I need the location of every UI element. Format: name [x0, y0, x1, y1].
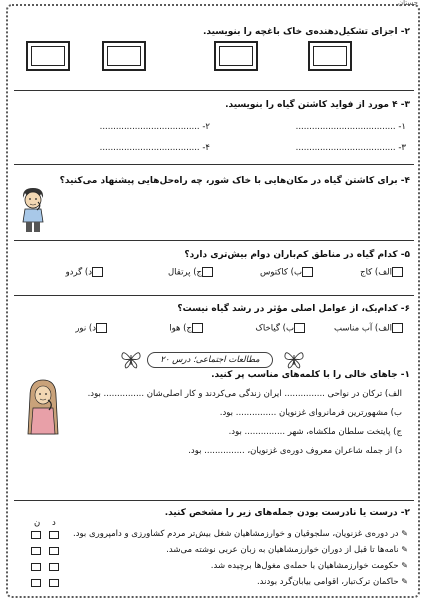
- divider: [14, 295, 414, 296]
- question-4-title: ۴- برای کاشتن گیاه در مکان‌هایی با خاک شور، چه راه‌حل‌هایی پیشنهاد می‌کنید؟: [59, 176, 410, 186]
- fill-blank-item: الف) ترکان در نواحی ............... ایران زندگی می‌کردند و کار اصلی‌شان ............... بود.: [87, 389, 402, 399]
- option-a[interactable]: [334, 323, 406, 334]
- pencil-icon: ✎: [401, 577, 408, 586]
- option-c[interactable]: [169, 323, 206, 334]
- option-d[interactable]: [75, 323, 110, 334]
- true-false-item: [211, 561, 408, 571]
- fill-blank-item: د) از جمله شاعران معروف دوره‌ی غزنویان، ............... بود.: [188, 446, 402, 456]
- blank-line-2: [100, 122, 210, 132]
- fill-blank-item: ج) پایتخت سلطان ملکشاه، شهر ............... بود.: [228, 427, 402, 437]
- checkbox[interactable]: [294, 323, 305, 333]
- blank-number: ۳-: [398, 143, 406, 153]
- blank-dots[interactable]: .....................................: [295, 122, 396, 132]
- checkbox[interactable]: [302, 267, 313, 277]
- false-box[interactable]: [31, 563, 41, 571]
- butterfly-icon: [120, 349, 142, 369]
- social-question-2-title: ۲- درست یا نادرست بودن جمله‌های زیر را مشخص کنید.: [164, 508, 410, 518]
- checkbox[interactable]: [392, 267, 403, 277]
- option-a[interactable]: [360, 267, 406, 278]
- divider: [14, 500, 414, 501]
- social-question-1-title: ۱- جاهای خالی را با کلمه‌های مناسب پر کنید.: [211, 370, 410, 380]
- blank-number: ۲-: [202, 122, 210, 132]
- false-box[interactable]: [31, 531, 41, 539]
- pencil-icon: ✎: [401, 561, 408, 570]
- true-box[interactable]: [49, 563, 59, 571]
- true-box[interactable]: [49, 579, 59, 587]
- blank-line-4: [100, 143, 210, 153]
- option-label: ب) کاکتوس: [259, 267, 302, 278]
- answer-frame-4: [308, 41, 352, 71]
- true-box[interactable]: [49, 531, 59, 539]
- pencil-icon: ✎: [401, 545, 408, 554]
- blank-number: ۴-: [202, 143, 210, 153]
- blank-line-1: [296, 122, 406, 132]
- checkbox[interactable]: [392, 323, 403, 333]
- false-box[interactable]: [31, 579, 41, 587]
- option-label: د) نور: [75, 323, 96, 334]
- blank-number: ۱-: [398, 122, 406, 132]
- answer-frame-3: [214, 41, 258, 71]
- column-false-label: ن: [34, 518, 41, 528]
- answer-frame-1: [26, 41, 70, 71]
- option-label: د) گردو: [65, 267, 92, 278]
- statement-text: نامه‌ها تا قبل از دوران خوارزمشاهیان به زبان عربی نوشته می‌شد.: [166, 545, 399, 555]
- statement-text: حکومت خوارزمشاهیان با حمله‌ی مغول‌ها برچیده شد.: [210, 561, 399, 571]
- question-5-title: ۵- کدام گیاه در مناطق کم‌باران دوام بیش‌تری دارد؟: [184, 250, 410, 260]
- option-c[interactable]: [168, 267, 216, 278]
- thinking-boy-illustration: [18, 186, 48, 234]
- option-label: الف) کاج: [360, 267, 392, 278]
- option-label: ب) گیاخاک: [255, 323, 294, 334]
- checkbox[interactable]: [192, 323, 203, 333]
- option-label: ج) پرتقال: [168, 267, 202, 278]
- true-false-item: [257, 577, 408, 587]
- true-box[interactable]: [49, 547, 59, 555]
- question-3-title: ۳- ۴ مورد از فواید کاشتن گیاه را بنویسید.: [225, 100, 410, 110]
- statement-text: حاکمان ترک‌تبار، اقوامی بیابان‌گرد بودند.: [256, 577, 399, 587]
- option-b[interactable]: [255, 323, 308, 334]
- question-2-title: ۲- اجزای تشکیل‌دهنده‌ی خاک باغچه را بنویسید.: [202, 27, 410, 37]
- option-d[interactable]: [66, 267, 106, 278]
- girl-thinking-illustration: [24, 378, 62, 438]
- blank-line-3: [296, 143, 406, 153]
- false-box[interactable]: [31, 547, 41, 555]
- fill-blank-item: ب) مشهورترین فرمانروای غزنویان ............... بود.: [219, 408, 402, 418]
- divider: [14, 164, 414, 165]
- checkbox[interactable]: [202, 267, 213, 277]
- checkbox[interactable]: [92, 267, 103, 277]
- butterfly-icon: [283, 349, 305, 369]
- blank-dots[interactable]: .....................................: [295, 143, 396, 153]
- divider: [14, 90, 414, 91]
- option-b[interactable]: [260, 267, 316, 278]
- blank-dots[interactable]: .....................................: [99, 143, 200, 153]
- option-label: ج) هوا: [169, 323, 192, 334]
- checkbox[interactable]: [96, 323, 107, 333]
- question-6-title: ۶- کدام‌یک، از عوامل اصلی مؤثر در رشد گیاه نیست؟: [177, 304, 410, 314]
- true-false-item: [73, 529, 408, 539]
- option-label: الف) آب مناسب: [333, 323, 392, 334]
- answer-frame-2: [102, 41, 146, 71]
- section-banner-title: مطالعات اجتماعی؛ درس ۲۰: [160, 355, 260, 365]
- true-false-item: [166, 545, 408, 555]
- blank-dots[interactable]: .....................................: [99, 122, 200, 132]
- statement-text: در دوره‌ی غزنویان، سلجوقیان و خوارزمشاهیان شغل بیش‌تر مردم کشاورزی و دامپروری بود.: [73, 529, 399, 539]
- corner-label: جستان: [398, 0, 418, 7]
- column-true-label: د: [52, 518, 56, 528]
- divider: [14, 240, 414, 241]
- pencil-icon: ✎: [401, 529, 408, 538]
